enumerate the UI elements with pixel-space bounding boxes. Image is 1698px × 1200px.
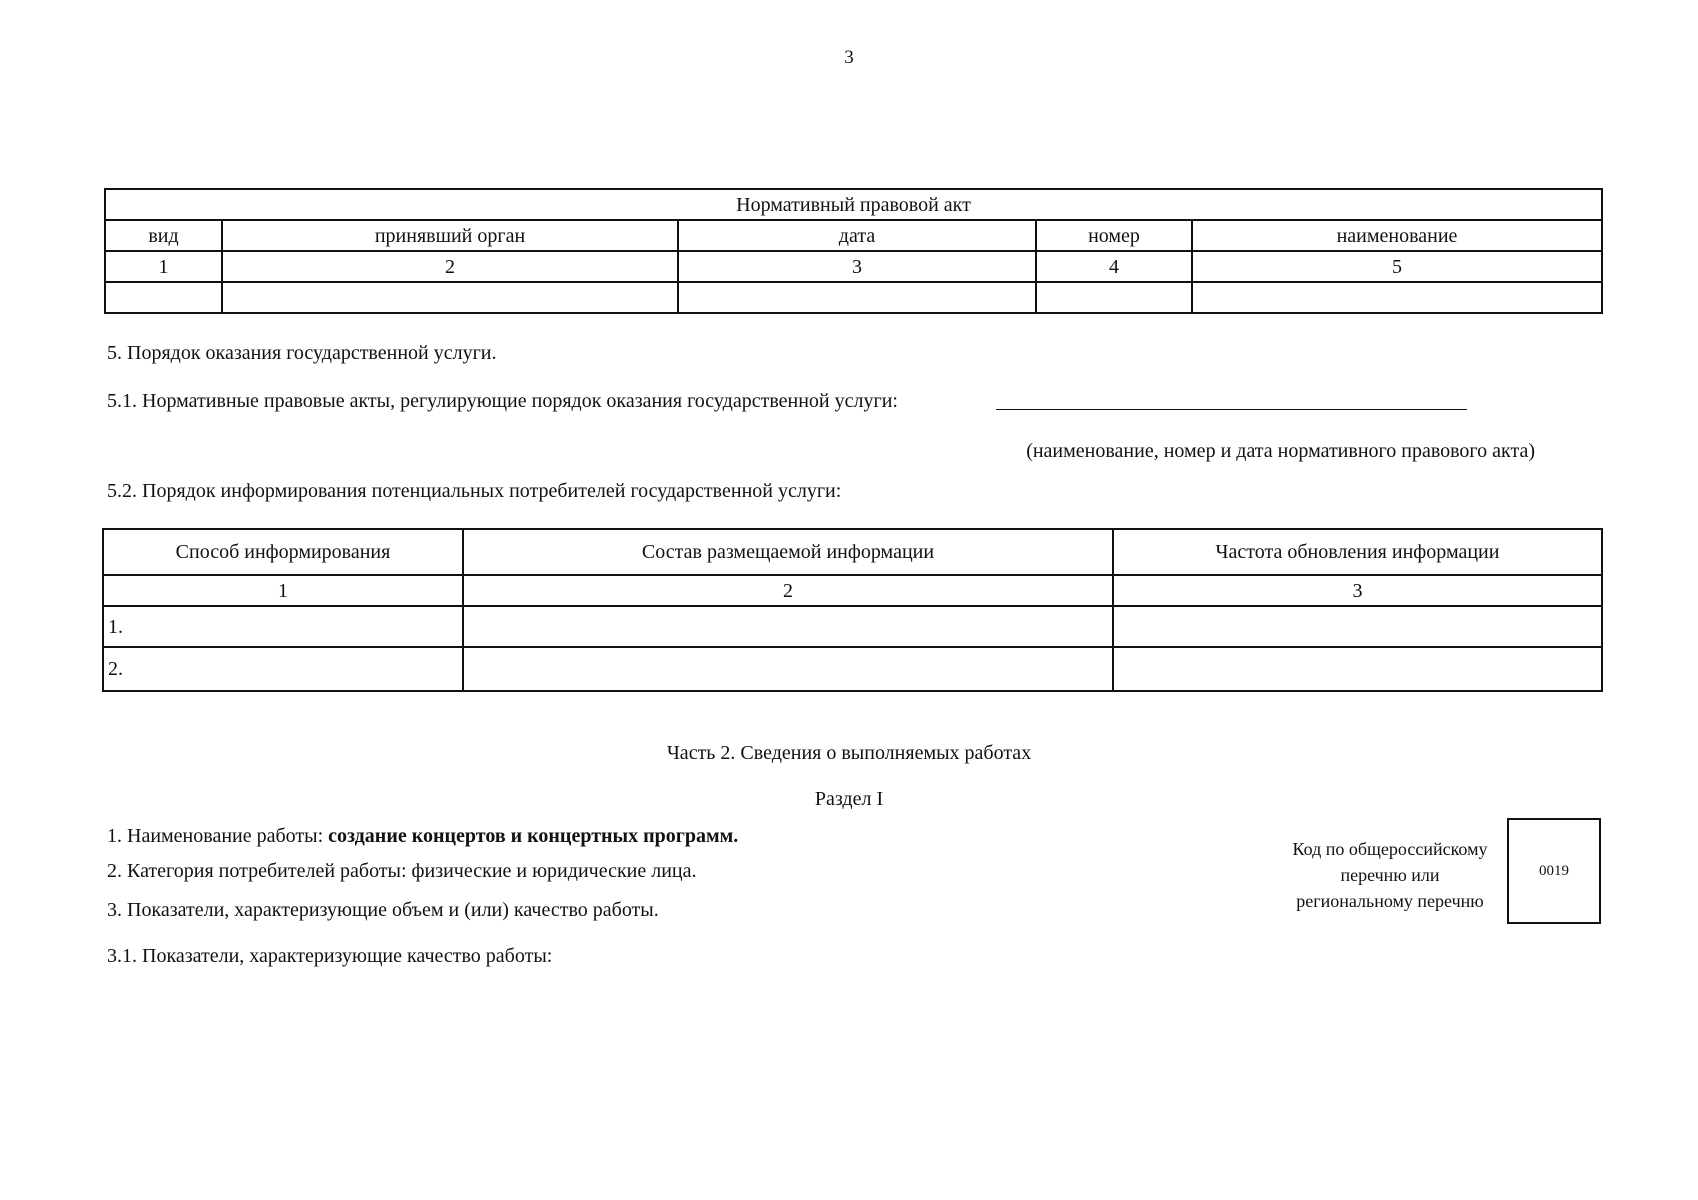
indicators-line: 3. Показатели, характеризующие объем и (или) качество работы. bbox=[107, 899, 659, 921]
table-cell bbox=[463, 606, 1113, 647]
table-cell: 2. bbox=[103, 647, 463, 691]
table-cell bbox=[1113, 647, 1602, 691]
registry-code-label-line: Код по общероссийскому bbox=[1292, 839, 1488, 859]
work-name-value: создание концертов и концертных программ. bbox=[328, 825, 739, 847]
column-header: принявший орган bbox=[222, 220, 678, 251]
column-header: наименование bbox=[1192, 220, 1602, 251]
column-header: дата bbox=[678, 220, 1036, 251]
table-cell bbox=[678, 282, 1036, 313]
section-title: Раздел I bbox=[814, 788, 884, 810]
work-name-line bbox=[107, 825, 738, 848]
fill-in-caption: (наименование, номер и дата нормативного правового акта) bbox=[1026, 440, 1535, 462]
quality-indicators-line: 3.1. Показатели, характеризующие качество работы: bbox=[107, 945, 553, 967]
fill-in-line bbox=[996, 409, 1467, 410]
normative-act-table bbox=[104, 188, 1603, 314]
column-header: вид bbox=[105, 220, 222, 251]
registry-code-label-line: перечню или bbox=[1340, 865, 1440, 885]
section-5-heading: 5. Порядок оказания государственной услуги. bbox=[107, 342, 497, 364]
table-cell bbox=[222, 282, 678, 313]
registry-code-label bbox=[1270, 836, 1510, 914]
part-2-title: Часть 2. Сведения о выполняемых работах bbox=[666, 742, 1032, 764]
column-header: номер bbox=[1036, 220, 1192, 251]
table-row bbox=[105, 282, 1602, 313]
column-number: 2 bbox=[463, 575, 1113, 606]
page-number: 3 bbox=[844, 47, 854, 68]
table-title: Нормативный правовой акт bbox=[105, 189, 1602, 220]
table-row bbox=[103, 606, 1602, 647]
registry-code-value: 0019 bbox=[1539, 862, 1569, 879]
column-header: Частота обновления информации bbox=[1113, 529, 1602, 575]
registry-code-box bbox=[1507, 818, 1601, 924]
column-number: 3 bbox=[1113, 575, 1602, 606]
column-number: 3 bbox=[678, 251, 1036, 282]
informing-table bbox=[102, 528, 1603, 692]
table-cell bbox=[1192, 282, 1602, 313]
column-number: 5 bbox=[1192, 251, 1602, 282]
table-cell bbox=[105, 282, 222, 313]
table-row bbox=[103, 647, 1602, 691]
column-number: 1 bbox=[103, 575, 463, 606]
column-header: Способ информирования bbox=[103, 529, 463, 575]
column-number: 4 bbox=[1036, 251, 1192, 282]
table-cell bbox=[1113, 606, 1602, 647]
registry-code-label-line: региональному перечню bbox=[1296, 891, 1484, 911]
work-name-label: 1. Наименование работы: bbox=[107, 825, 329, 847]
table-cell: 1. bbox=[103, 606, 463, 647]
column-header: Состав размещаемой информации bbox=[463, 529, 1113, 575]
section-5-2-text: 5.2. Порядок информирования потенциальных потребителей государственной услуги: bbox=[107, 480, 842, 502]
table-cell bbox=[463, 647, 1113, 691]
table-cell bbox=[1036, 282, 1192, 313]
section-5-1-text: 5.1. Нормативные правовые акты, регулирующие порядок оказания государственной услуги: bbox=[107, 390, 898, 412]
column-number: 2 bbox=[222, 251, 678, 282]
column-number: 1 bbox=[105, 251, 222, 282]
consumer-category-line: 2. Категория потребителей работы: физические и юридические лица. bbox=[107, 860, 697, 882]
